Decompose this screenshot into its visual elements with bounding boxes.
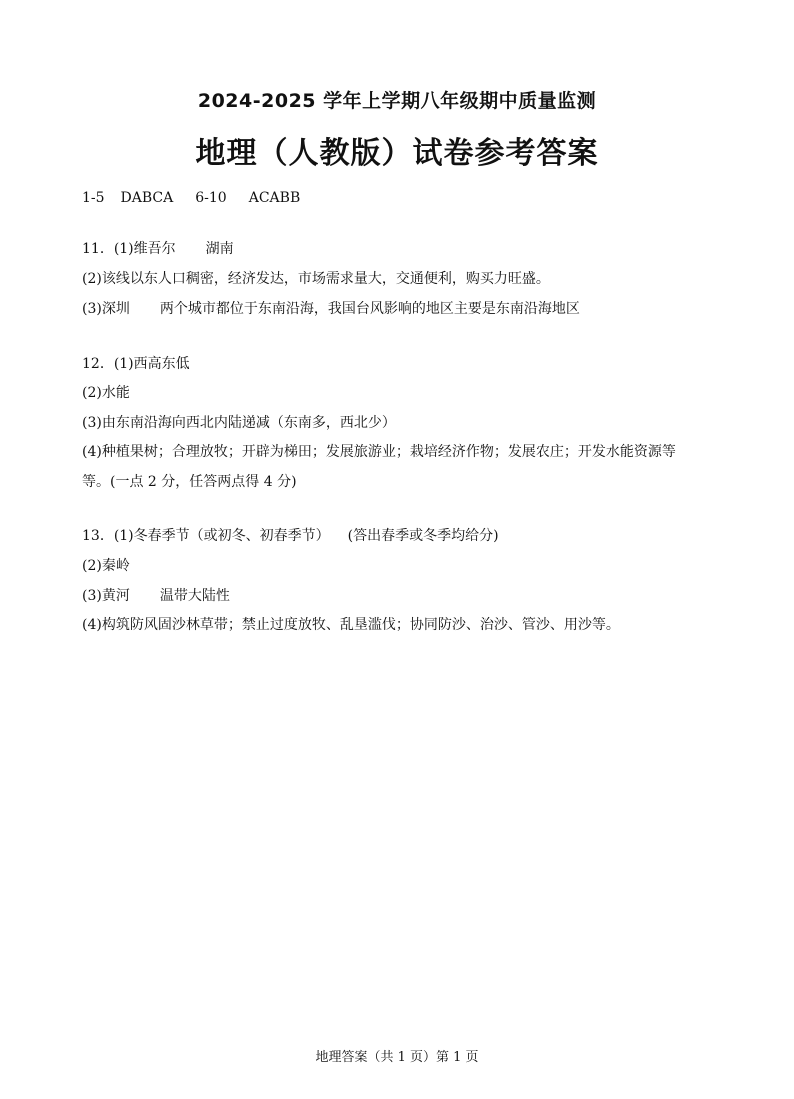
q11-part3 — [82, 300, 580, 318]
choice-answers-1: DABCA — [120, 190, 174, 206]
q13-part3 — [82, 587, 230, 605]
q11-part2: (2)该线以东人口稠密，经济发达，市场需求量大，交通便利，购买力旺盛。 — [82, 271, 550, 287]
q11-part1 — [82, 240, 234, 258]
choice-range-1: 1-5 — [82, 190, 105, 206]
choice-range-2: 6-10 — [195, 190, 227, 206]
q13-part2: (2)秦岭 — [82, 558, 130, 574]
q13-part1 — [82, 527, 499, 545]
q13-part1-note: (答出春季或冬季均给分) — [347, 528, 499, 544]
q13-part3-answer: 温带大陆性 — [159, 588, 230, 604]
q12-part4: (4)种植果树；合理放牧；开辟为梯田；发展旅游业；栽培经济作物；发展农庄；开发水能资源等 — [82, 444, 676, 460]
choice-answers — [82, 189, 300, 207]
q11-part1-answer: 湖南 — [205, 241, 234, 257]
q11-part1-label: 11．(1)维吾尔 — [82, 241, 176, 257]
q11-part3-label: (3)深圳 — [82, 301, 130, 317]
q13-part3-label: (3)黄河 — [82, 588, 130, 604]
answer-key-title: 地理（人教版）试卷参考答案 — [195, 136, 599, 171]
q11-part3-answer: 两个城市都位于东南沿海，我国台风影响的地区主要是东南沿海地区 — [159, 301, 580, 317]
q12-part4-continued: 等。(一点 2 分，任答两点得 4 分) — [82, 474, 297, 490]
q12-part1: 12．(1)西高东低 — [82, 356, 190, 372]
exam-title: 2024-2025 学年上学期八年级期中质量监测 — [197, 90, 597, 112]
q13-part4: (4)构筑防风固沙林草带；禁止过度放牧、乱垦滥伐；协同防沙、治沙、管沙、用沙等。 — [82, 617, 620, 633]
q13-part1-label: 13．(1)冬春季节（或初冬、初春季节） — [82, 528, 330, 544]
page-footer: 地理答案（共 1 页）第 1 页 — [315, 1050, 479, 1065]
q12-part3: (3)由东南沿海向西北内陆递减（东南多，西北少） — [82, 415, 396, 431]
q12-part2: (2)水能 — [82, 385, 130, 401]
choice-answers-2: ACABB — [248, 190, 301, 206]
